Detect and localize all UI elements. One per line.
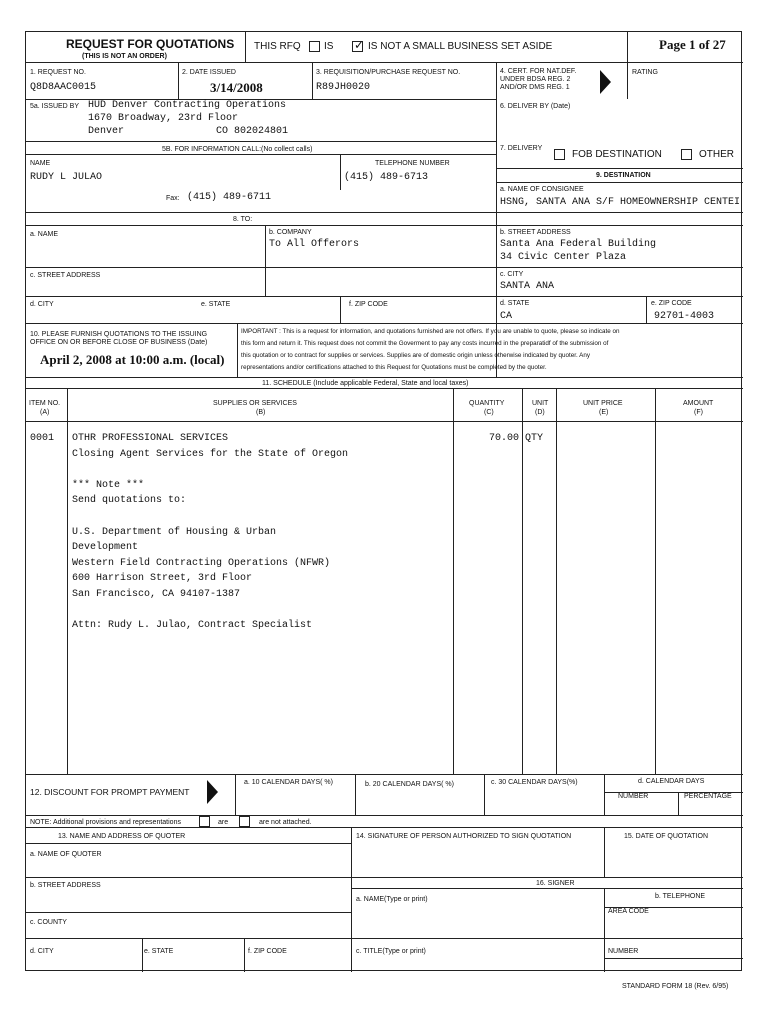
request-no: Q8D8AAC0015 bbox=[30, 82, 97, 93]
quotation-date-label: 15. DATE OF QUOTATION bbox=[624, 833, 709, 840]
dest-city-label: c. CITY bbox=[500, 271, 524, 278]
discount-10-days: a. 10 CALENDAR DAYS( %) bbox=[244, 779, 333, 786]
signer-label: 16. SIGNER bbox=[536, 880, 575, 887]
date-issued-label: 2. DATE ISSUED bbox=[182, 69, 236, 76]
issued-by-state-zip: CO 802024801 bbox=[216, 126, 289, 137]
cert-label-2: UNDER BDSA REG. 2 bbox=[500, 76, 571, 83]
delivery-label: 7. DELIVERY bbox=[500, 145, 543, 152]
form-footer: STANDARD FORM 18 (Rev. 6/95) bbox=[622, 983, 729, 990]
to-label: 8. TO: bbox=[233, 216, 253, 223]
telephone-number: (415) 489-6713 bbox=[344, 172, 429, 183]
issued-by-label: 5a. ISSUED BY bbox=[30, 103, 80, 110]
furnish-date: April 2, 2008 at 10:00 a.m. (local) bbox=[40, 352, 225, 367]
info-call-label: 5B. FOR INFORMATION CALL:(No collect calls) bbox=[162, 146, 313, 153]
description-line: Send quotations to: bbox=[72, 495, 187, 507]
discount-label: 12. DISCOUNT FOR PROMPT PAYMENT bbox=[30, 787, 190, 797]
request-no-label: 1. REQUEST NO. bbox=[30, 69, 86, 76]
consignee-label: a. NAME OF CONSIGNEE bbox=[500, 186, 584, 193]
quoter-name-label: a. NAME OF QUOTER bbox=[30, 851, 102, 858]
signer-number-label: NUMBER bbox=[608, 948, 639, 955]
dest-street-label: b. STREET ADDRESS bbox=[500, 229, 571, 236]
signature-label: 14. SIGNATURE OF PERSON AUTHORIZED TO SIGN QUOTATION bbox=[356, 833, 572, 840]
company-label: b. COMPANY bbox=[269, 229, 312, 236]
dest-zip: 92701-4003 bbox=[654, 311, 715, 322]
fob-checkbox[interactable] bbox=[554, 149, 565, 160]
form-title: REQUEST FOR QUOTATIONS bbox=[66, 37, 235, 51]
are-not-checkbox[interactable] bbox=[239, 816, 250, 827]
description-line: *** Note *** bbox=[72, 479, 145, 491]
signer-telephone-label: b. TELEPHONE bbox=[655, 893, 706, 900]
destination-label: 9. DESTINATION bbox=[596, 172, 651, 179]
discount-percentage: PERCENTAGE bbox=[684, 793, 732, 800]
cert-label-1: 4. CERT. FOR NAT.DEF. bbox=[500, 68, 577, 75]
cert-label-3: AND/OR DMS REG. 1 bbox=[500, 84, 570, 91]
info-name: RUDY L JULAO bbox=[30, 172, 103, 183]
fob-label: FOB DESTINATION bbox=[572, 149, 662, 160]
to-street-label: c. STREET ADDRESS bbox=[30, 272, 101, 279]
discount-20-days: b. 20 CALENDAR DAYS( %) bbox=[365, 781, 454, 788]
schedule-label: 11. SCHEDULE (Include applicable Federal, State and local taxes) bbox=[262, 380, 469, 387]
issued-by-line2: 1670 Broadway, 23rd Floor bbox=[88, 113, 239, 124]
col-price-header: UNIT PRICE bbox=[583, 400, 623, 407]
quoter-city-label: d. CITY bbox=[30, 948, 54, 955]
col-supplies-letter: (B) bbox=[256, 409, 266, 416]
is-label: IS bbox=[324, 41, 334, 52]
quoter-zip-label: f. ZIP CODE bbox=[248, 948, 287, 955]
col-supplies-header: SUPPLIES OR SERVICES bbox=[213, 400, 297, 407]
dest-street-1: Santa Ana Federal Building bbox=[500, 239, 657, 250]
dest-state-label: d. STATE bbox=[500, 300, 530, 307]
are-not-attached-label: are not attached. bbox=[259, 819, 312, 826]
other-label: OTHER bbox=[699, 149, 734, 160]
date-issued: 3/14/2008 bbox=[210, 80, 263, 95]
deliver-by-label: 6. DELIVER BY (Date) bbox=[500, 103, 571, 110]
requisition-no: R89JH0020 bbox=[316, 82, 371, 93]
quoter-label: 13. NAME AND ADDRESS OF QUOTER bbox=[58, 833, 186, 840]
important-line-3: this quotation or to contract for supplies or services. Supplies are of domestic origin unless otherwise indicated by quoter. Any bbox=[241, 352, 590, 359]
important-line-4: representations and/or certifications attached to this Request for Quotations must be completed by the quoter. bbox=[241, 364, 547, 371]
item-unit: QTY bbox=[525, 433, 544, 444]
dest-state: CA bbox=[500, 311, 513, 322]
description-line: Western Field Contracting Operations (NFWR) bbox=[72, 557, 331, 569]
requisition-label: 3. REQUISITION/PURCHASE REQUEST NO. bbox=[316, 69, 461, 76]
description-line: U.S. Department of Housing & Urban bbox=[72, 526, 277, 538]
this-rfq-label: THIS RFQ bbox=[254, 41, 301, 52]
issued-by-line1: HUD Denver Contracting Operations bbox=[88, 100, 287, 111]
to-zip-label: f. ZIP CODE bbox=[349, 301, 388, 308]
consignee-name: HSNG, SANTA ANA S/F HOMEOWNERSHIP CENTEI bbox=[500, 197, 741, 208]
arrow-right-icon bbox=[207, 780, 218, 804]
dest-zip-label: e. ZIP CODE bbox=[651, 300, 692, 307]
description-line: Development bbox=[72, 542, 139, 554]
signer-name-label: a. NAME(Type or print) bbox=[356, 896, 428, 903]
arrow-right-icon bbox=[600, 70, 611, 94]
discount-30-days: c. 30 CALENDAR DAYS(%) bbox=[491, 779, 578, 786]
col-item-header: ITEM NO. bbox=[29, 400, 61, 407]
to-city-label: d. CITY bbox=[30, 301, 54, 308]
discount-calendar-days: d. CALENDAR DAYS bbox=[638, 778, 705, 785]
page-number: Page 1 of 27 bbox=[659, 37, 726, 52]
description-line: San Francisco, CA 94107-1387 bbox=[72, 589, 241, 600]
checkmark-icon: ✓ bbox=[354, 38, 365, 52]
form-subtitle: (THIS IS NOT AN ORDER) bbox=[82, 53, 167, 60]
info-name-label: NAME bbox=[30, 160, 51, 167]
col-item-letter: (A) bbox=[40, 409, 50, 416]
note-text: NOTE: Additional provisions and representations bbox=[30, 819, 181, 826]
description-line: 600 Harrison Street, 3rd Floor bbox=[72, 573, 253, 585]
to-name-label: a. NAME bbox=[30, 231, 59, 238]
quoter-county-label: c. COUNTY bbox=[30, 919, 67, 926]
company-name: To All Offerors bbox=[269, 239, 360, 250]
rfq-form bbox=[25, 31, 742, 971]
description-line: Closing Agent Services for the State of Oregon bbox=[72, 448, 349, 460]
col-qty-header: QUANTITY bbox=[469, 400, 505, 407]
col-amount-header: AMOUNT bbox=[683, 400, 714, 407]
col-qty-letter: (C) bbox=[484, 409, 494, 416]
are-checkbox[interactable] bbox=[199, 816, 210, 827]
col-unit-letter: (D) bbox=[535, 409, 545, 416]
fax-label: Fax: bbox=[166, 195, 180, 202]
description-line: OTHR PROFESSIONAL SERVICES bbox=[72, 433, 229, 444]
item-number: 0001 bbox=[30, 433, 55, 444]
quoter-street-label: b. STREET ADDRESS bbox=[30, 882, 101, 889]
important-line-1: IMPORTANT : This is a request for information, and quotations furnished are not offers. If you are unable to quote, please so indicate on bbox=[241, 328, 620, 335]
furnish-label-2: OFFICE ON OR BEFORE CLOSE OF BUSINESS (Date) bbox=[30, 339, 208, 346]
description-line: Attn: Rudy L. Julao, Contract Specialist bbox=[72, 620, 313, 632]
item-quantity: 70.00 bbox=[489, 433, 520, 444]
are-label: are bbox=[218, 819, 229, 826]
important-line-2: this form and return it. This request does not commit the Goverment to pay any costs incurred in the preparatidf of the submission of bbox=[241, 340, 609, 347]
dest-city: SANTA ANA bbox=[500, 281, 555, 292]
furnish-label-1: 10. PLEASE FURNISH QUOTATIONS TO THE ISSUING bbox=[30, 331, 208, 338]
is-checkbox[interactable] bbox=[309, 41, 320, 52]
other-checkbox[interactable] bbox=[681, 149, 692, 160]
col-amount-letter: (F) bbox=[694, 409, 703, 416]
fax-number: (415) 489-6711 bbox=[187, 192, 272, 203]
rating-label: RATING bbox=[632, 69, 658, 76]
dest-street-2: 34 Civic Center Plaza bbox=[500, 252, 627, 263]
is-not-label: IS NOT A SMALL BUSINESS SET ASIDE bbox=[368, 41, 553, 52]
to-state-label: e. STATE bbox=[201, 301, 231, 308]
discount-number: NUMBER bbox=[618, 793, 649, 800]
is-not-checkbox[interactable] bbox=[352, 38, 365, 52]
area-code-label: AREA CODE bbox=[608, 908, 649, 915]
quoter-state-label: e. STATE bbox=[144, 948, 174, 955]
col-price-letter: (E) bbox=[599, 409, 609, 416]
telephone-label: TELEPHONE NUMBER bbox=[375, 160, 450, 167]
signer-title-label: c. TITLE(Type or print) bbox=[356, 948, 426, 955]
issued-by-city: Denver bbox=[88, 126, 125, 137]
col-unit-header: UNIT bbox=[532, 400, 549, 407]
